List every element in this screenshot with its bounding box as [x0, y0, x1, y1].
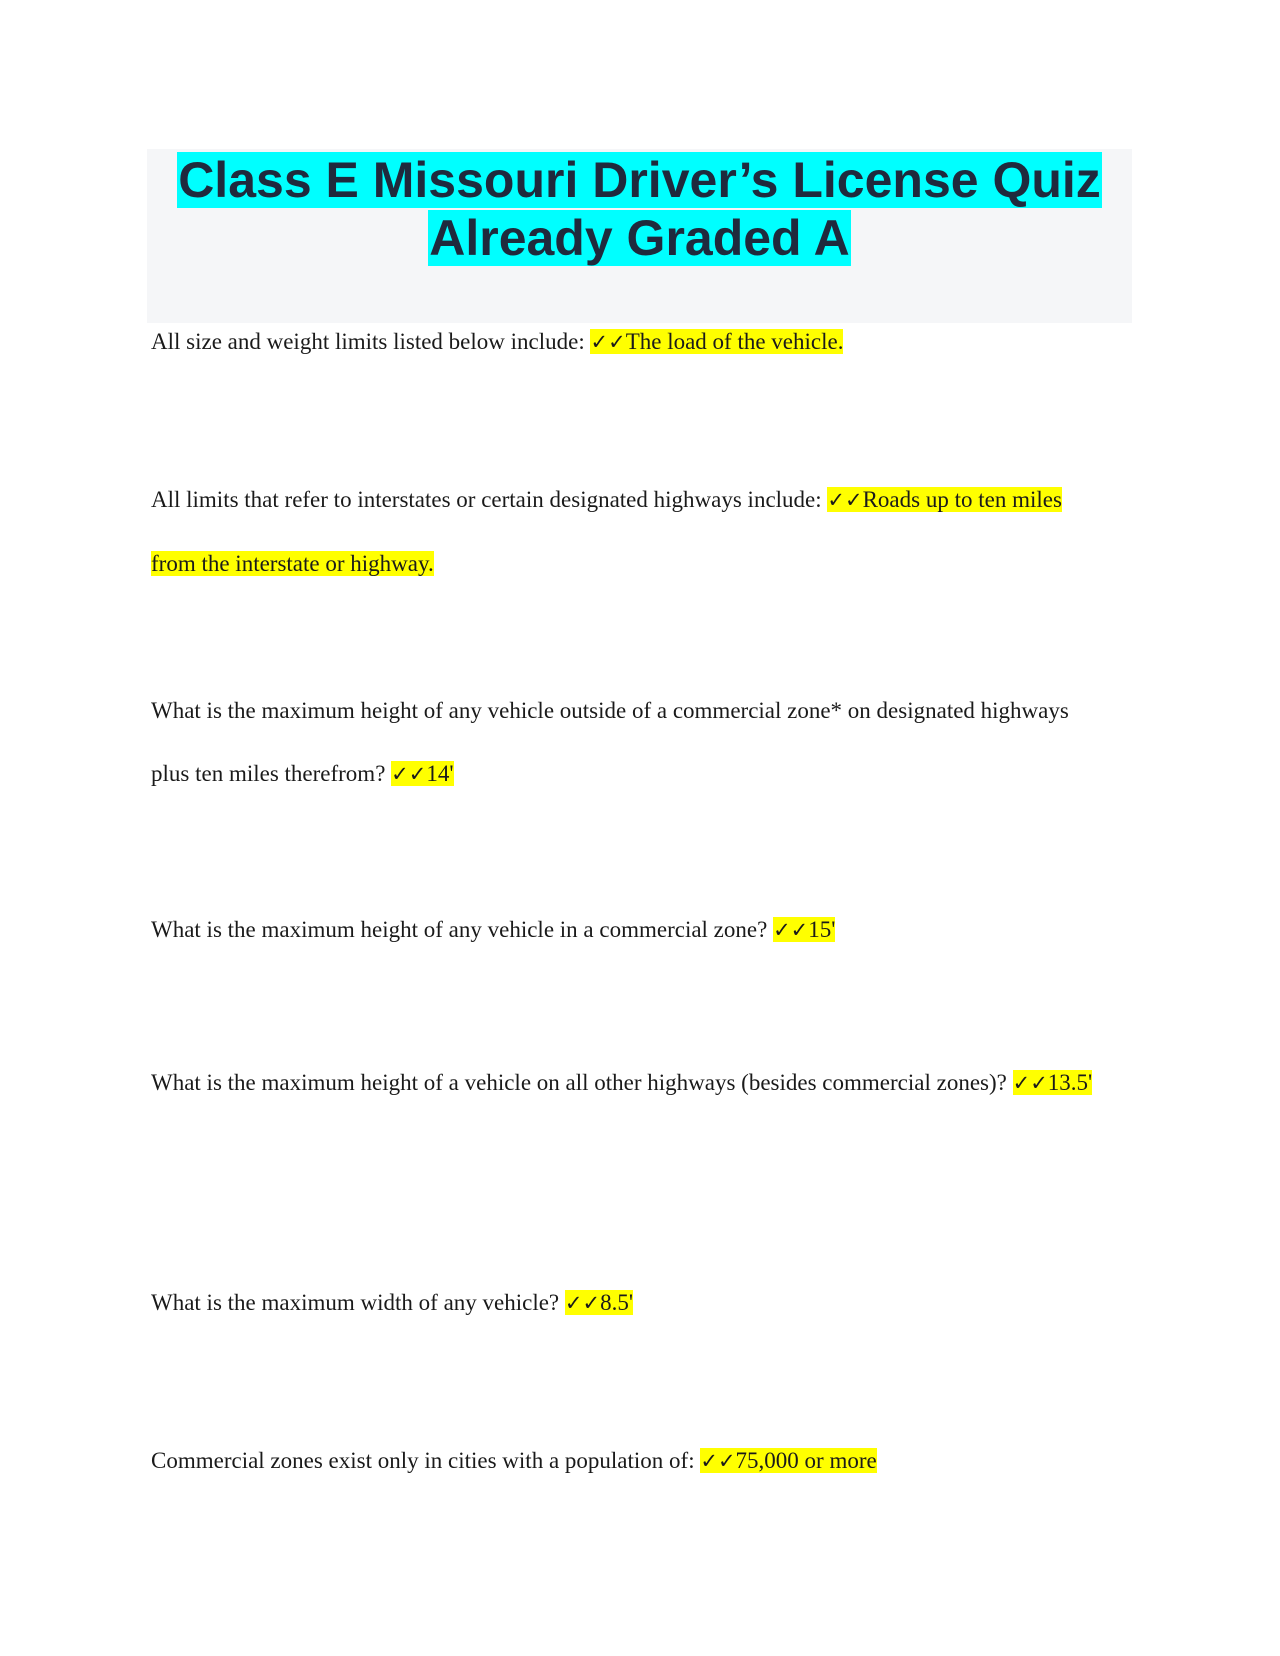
- question-text: What is the maximum width of any vehicle?: [151, 1290, 565, 1315]
- answer-text: 8.5': [600, 1290, 633, 1315]
- question-text: All size and weight limits listed below include:: [151, 329, 591, 354]
- title-line-2: Already Graded A: [429, 210, 850, 266]
- question-text: All limits that refer to interstates or certain designated highways include:: [151, 487, 828, 512]
- double-check-icon: ✓✓: [1012, 1071, 1048, 1095]
- answer-text: Roads up to ten miles from the interstate or highway.: [151, 487, 1062, 576]
- answer-text: 14': [426, 761, 454, 786]
- qa-item-4: [151, 898, 1111, 962]
- answer-text: The load of the vehicle.: [625, 329, 844, 354]
- qa-item-5: [151, 1051, 1101, 1115]
- double-check-icon: ✓✓: [773, 918, 809, 942]
- answer-text: 15': [808, 917, 836, 942]
- answer-highlight: [1013, 1070, 1093, 1095]
- double-check-icon: ✓✓: [590, 330, 626, 354]
- question-text: What is the maximum height of a vehicle on all other highways (besides commercial zones)?: [151, 1070, 1013, 1095]
- qa-item-2: [151, 468, 1091, 595]
- title-banner: [147, 149, 1132, 323]
- answer-text: 75,000 or more: [735, 1448, 877, 1473]
- qa-item-6: [151, 1271, 1111, 1335]
- answer-highlight: [590, 329, 843, 354]
- answer-highlight: [773, 917, 835, 942]
- double-check-icon: ✓✓: [700, 1449, 736, 1473]
- answer-highlight: [700, 1448, 876, 1473]
- qa-item-1: [151, 310, 1111, 374]
- question-text: What is the maximum height of any vehicle in a commercial zone?: [151, 917, 774, 942]
- answer-highlight: [391, 761, 453, 786]
- double-check-icon: ✓✓: [391, 762, 427, 786]
- page-title: [147, 151, 1132, 267]
- double-check-icon: ✓✓: [827, 488, 863, 512]
- answer-text: 13.5': [1047, 1070, 1093, 1095]
- question-text: Commercial zones exist only in cities with a population of:: [151, 1448, 701, 1473]
- question-text: What is the maximum height of any vehicle outside of a commercial zone* on designated highways plus ten miles therefrom?: [151, 698, 1069, 786]
- title-line-1: Class E Missouri Driver’s License Quiz: [178, 152, 1101, 208]
- qa-item-3: [151, 679, 1071, 806]
- answer-highlight: [565, 1290, 633, 1315]
- qa-item-7: [151, 1429, 1111, 1493]
- double-check-icon: ✓✓: [564, 1291, 601, 1315]
